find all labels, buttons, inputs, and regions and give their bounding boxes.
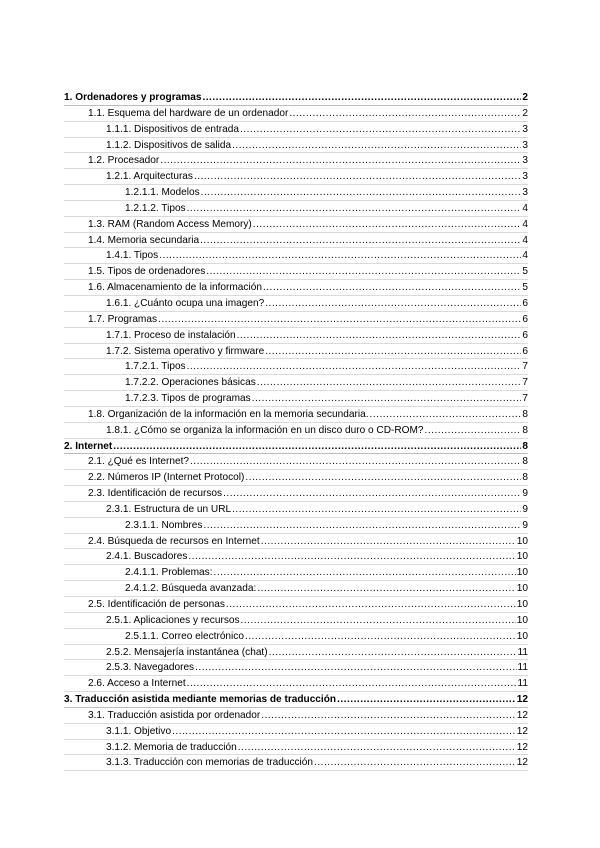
dot-leader: [265, 344, 521, 359]
toc-entry[interactable]: [64, 439, 528, 455]
toc-entry[interactable]: [64, 549, 528, 565]
dot-leader: [160, 153, 521, 168]
dot-leader: [241, 613, 516, 628]
toc-entry[interactable]: [64, 344, 528, 360]
toc-entry-page: 8: [522, 456, 528, 468]
toc-entry-page: 10: [516, 630, 528, 642]
toc-entry[interactable]: [64, 486, 528, 502]
dot-leader: [206, 264, 521, 279]
dot-leader: [425, 423, 522, 438]
toc-entry-page: 10: [516, 567, 528, 579]
toc-entry[interactable]: [64, 312, 528, 328]
toc-entry[interactable]: [64, 470, 528, 486]
dot-leader: [289, 106, 521, 121]
toc-entry-title: 1.8.1. ¿Cómo se organiza la información en un disco duro o CD-ROM?: [106, 424, 424, 436]
toc-entry-page: 8: [522, 472, 528, 484]
toc-entry[interactable]: [64, 217, 528, 233]
dot-leader: [265, 296, 521, 311]
toc-entry-page: 11: [517, 678, 528, 690]
dot-leader: [237, 328, 522, 343]
toc-entry-title: 1.6. Almacenamiento de la información: [88, 282, 262, 294]
toc-entry[interactable]: [64, 169, 528, 185]
toc-entry-title: 2.5.1. Aplicaciones y recursos: [106, 614, 240, 626]
toc-entry-page: 5: [522, 266, 528, 278]
toc-entry[interactable]: [64, 153, 528, 169]
toc-entry-title: 1.7.2.1. Tipos: [125, 361, 186, 373]
toc-entry[interactable]: [64, 375, 528, 391]
toc-entry-page: 3: [522, 171, 528, 183]
toc-entry[interactable]: [64, 597, 528, 613]
toc-entry-page: 5: [522, 282, 528, 294]
dot-leader: [261, 534, 516, 549]
toc-entry[interactable]: [64, 755, 528, 771]
toc-entry[interactable]: [64, 138, 528, 154]
dot-leader: [201, 185, 522, 200]
toc-entry-page: 11: [517, 662, 528, 674]
toc-entry[interactable]: [64, 454, 528, 470]
toc-entry-page: 8: [522, 440, 528, 452]
toc-entry-title: 3.1. Traducción asistida por ordenador: [88, 709, 261, 721]
toc-entry-page: 3: [522, 187, 528, 199]
dot-leader: [253, 217, 522, 232]
toc-entry-page: 4: [522, 202, 528, 214]
toc-entry-title: 1.1.2. Dispositivos de salida: [106, 139, 232, 151]
toc-entry[interactable]: [64, 724, 528, 740]
toc-entry[interactable]: [64, 740, 528, 756]
table-of-contents: [64, 90, 528, 771]
toc-entry-page: 10: [516, 614, 528, 626]
dot-leader: [240, 122, 521, 137]
toc-entry-title: 1. Ordenadores y programas: [64, 92, 202, 103]
toc-entry[interactable]: [64, 233, 528, 249]
toc-entry-title: 2.2. Números IP (Internet Protocol): [88, 472, 245, 484]
toc-entry-page: 8: [522, 424, 528, 436]
dot-leader: [314, 755, 516, 770]
toc-entry-title: 2.5. Identificación de personas: [88, 599, 225, 610]
toc-entry-title: 2.3. Identificación de recursos: [88, 488, 223, 500]
toc-entry-title: 2.4.1.2. Búsqueda avanzada:: [125, 583, 257, 595]
toc-entry-title: 2.6. Acceso a Internet: [88, 678, 186, 690]
toc-entry-title: 2.4. Búsqueda de recursos en Internet: [88, 535, 260, 547]
dot-leader: [245, 629, 516, 644]
toc-entry-page: 9: [522, 519, 528, 531]
dot-leader: [195, 660, 516, 675]
dot-leader: [238, 740, 516, 755]
toc-entry[interactable]: [64, 296, 528, 312]
toc-entry[interactable]: [64, 534, 528, 550]
dot-leader: [187, 201, 522, 216]
dot-leader: [172, 724, 516, 739]
toc-entry[interactable]: [64, 122, 528, 138]
toc-entry-title: 1.3. RAM (Random Access Memory): [88, 218, 252, 230]
dot-leader: [200, 233, 521, 248]
toc-entry-title: 2.4.1. Buscadores: [106, 551, 188, 563]
toc-entry[interactable]: [64, 328, 528, 344]
toc-entry-title: 2.5.2. Mensajería instantánea (chat): [106, 646, 268, 658]
toc-entry-page: 12: [516, 709, 528, 721]
toc-entry[interactable]: [64, 692, 528, 708]
toc-entry-page: 2: [522, 107, 528, 119]
toc-entry-title: 1.7.2.2. Operaciones básicas: [125, 377, 256, 389]
toc-entry-title: 3. Traducción asistida mediante memorias de traducción: [64, 694, 337, 706]
toc-entry-title: 1.5. Tipos de ordenadores: [88, 266, 206, 278]
toc-entry-title: 2.3.1. Estructura de un URL: [106, 503, 232, 515]
dot-leader: [188, 549, 515, 564]
toc-entry[interactable]: [64, 502, 528, 518]
toc-entry[interactable]: [64, 629, 528, 645]
toc-entry[interactable]: [64, 518, 528, 534]
toc-entry[interactable]: [64, 185, 528, 201]
dot-leader: [226, 597, 516, 612]
toc-entry-title: 1.2.1.1. Modelos: [125, 187, 200, 199]
toc-entry-page: 4: [522, 234, 528, 246]
toc-entry-title: 3.1.3. Traducción con memorias de traducción: [106, 757, 314, 769]
toc-entry-title: 1.7. Programas: [88, 313, 158, 325]
toc-entry-page: 10: [516, 535, 528, 547]
toc-entry-page: 12: [516, 757, 528, 769]
dot-leader: [232, 138, 521, 153]
toc-entry[interactable]: [64, 248, 528, 264]
dot-leader: [337, 692, 516, 707]
toc-entry-title: 2.5.1.1. Correo electrónico: [125, 630, 244, 642]
dot-leader: [252, 391, 522, 406]
toc-entry[interactable]: [64, 201, 528, 217]
toc-entry[interactable]: [64, 391, 528, 407]
toc-entry[interactable]: [64, 581, 528, 597]
toc-entry-title: 1.7.2.3. Tipos de programas: [125, 393, 251, 405]
toc-entry-title: 2.4.1.1. Problemas:: [125, 567, 213, 579]
toc-entry-title: 1.2.1.2. Tipos: [125, 202, 186, 214]
dot-leader: [187, 359, 522, 374]
dot-leader: [245, 470, 521, 485]
dot-leader: [214, 565, 516, 580]
toc-entry-title: 3.1.2. Memoria de traducción: [106, 741, 237, 753]
dot-leader: [202, 90, 521, 105]
toc-entry-title: 1.4. Memoria secundaria: [88, 234, 200, 246]
toc-entry[interactable]: [64, 645, 528, 661]
toc-entry-page: 7: [522, 361, 528, 373]
toc-entry-page: 12: [516, 741, 528, 753]
toc-entry-page: 6: [522, 313, 528, 325]
toc-entry-title: 1.1.1. Dispositivos de entrada: [106, 123, 239, 135]
toc-entry-page: 2: [522, 92, 528, 103]
toc-entry[interactable]: [64, 280, 528, 296]
toc-entry-page: 6: [522, 329, 528, 341]
toc-entry-page: 4: [522, 250, 528, 262]
toc-entry-title: 2. Internet: [64, 440, 113, 452]
toc-entry-title: 1.1. Esquema del hardware de un ordenador: [88, 107, 289, 119]
dot-leader: [158, 312, 521, 327]
toc-entry[interactable]: [64, 676, 528, 692]
toc-entry-title: 1.7.1. Proceso de instalación: [106, 329, 236, 341]
toc-entry[interactable]: [64, 90, 528, 106]
toc-entry-title: 1.7.2. Sistema operativo y firmware: [106, 345, 265, 357]
dot-leader: [194, 169, 521, 184]
toc-entry-title: 3.1.1. Objetivo: [106, 725, 172, 737]
dot-leader: [232, 502, 521, 517]
dot-leader: [370, 407, 522, 422]
dot-leader: [257, 375, 522, 390]
toc-entry[interactable]: [64, 407, 528, 423]
toc-entry[interactable]: [64, 613, 528, 629]
dot-leader: [203, 518, 521, 533]
toc-entry-page: 8: [522, 408, 528, 420]
toc-entry-page: 3: [522, 155, 528, 167]
dot-leader: [263, 280, 521, 295]
toc-entry-page: 11: [517, 646, 528, 658]
dot-leader: [159, 248, 521, 263]
toc-entry-page: 3: [522, 139, 528, 151]
toc-entry-page: 6: [522, 345, 528, 357]
toc-entry-page: 9: [522, 488, 528, 500]
toc-entry-title: 1.2. Procesador: [88, 155, 160, 167]
dot-leader: [190, 454, 521, 469]
toc-entry-page: 9: [522, 503, 528, 515]
toc-entry-title: 1.4.1. Tipos: [106, 250, 159, 262]
toc-entry-page: 3: [522, 123, 528, 135]
dot-leader: [187, 676, 517, 691]
toc-entry[interactable]: [64, 660, 528, 676]
toc-entry-page: 7: [522, 377, 528, 389]
toc-entry-page: 4: [522, 218, 528, 230]
toc-entry-page: 7: [522, 393, 528, 405]
toc-entry-page: 10: [516, 583, 528, 595]
dot-leader: [113, 439, 521, 454]
dot-leader: [269, 645, 517, 660]
toc-entry-title: 2.5.3. Navegadores: [106, 662, 195, 674]
toc-entry[interactable]: [64, 708, 528, 724]
toc-entry[interactable]: [64, 423, 528, 439]
toc-entry-page: 10: [516, 599, 528, 610]
toc-entry-page: 6: [522, 297, 528, 309]
dot-leader: [257, 581, 515, 596]
toc-entry[interactable]: [64, 359, 528, 375]
toc-entry-page: 12: [516, 694, 528, 706]
toc-entry-page: 12: [516, 725, 528, 737]
toc-entry-title: 1.6.1. ¿Cuánto ocupa una imagen?: [106, 297, 265, 309]
dot-leader: [223, 486, 521, 501]
toc-entry[interactable]: [64, 565, 528, 581]
toc-entry[interactable]: [64, 264, 528, 280]
dot-leader: [261, 708, 516, 723]
toc-entry-title: 1.2.1. Arquitecturas: [106, 171, 193, 183]
toc-entry-page: 10: [516, 551, 528, 563]
toc-entry[interactable]: [64, 106, 528, 122]
toc-entry-title: 2.3.1.1. Nombres: [125, 519, 203, 531]
toc-entry-title: 2.1. ¿Qué es Internet?: [88, 456, 189, 468]
toc-entry-title: 1.8. Organización de la información en la memoria secundaria.: [88, 408, 369, 420]
